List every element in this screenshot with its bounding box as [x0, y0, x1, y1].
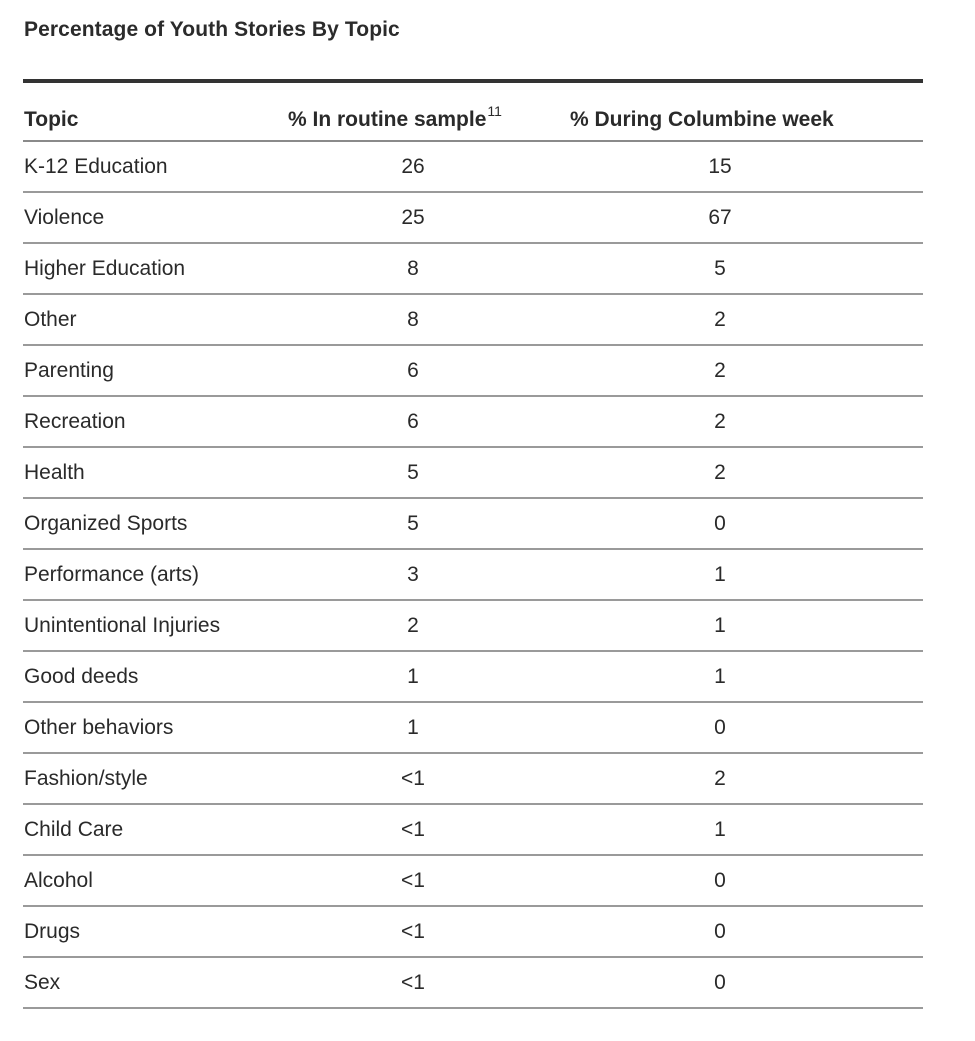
topic-cell: Child Care: [24, 817, 124, 841]
topic-cell: Fashion/style: [24, 766, 148, 790]
topic-cell: Violence: [24, 205, 105, 229]
topic-cell: Higher Education: [24, 256, 186, 280]
routine-cell: <1: [401, 868, 425, 892]
columbine-cell: 2: [714, 766, 726, 790]
routine-cell: 2: [407, 613, 419, 637]
columbine-cell: 2: [714, 409, 726, 433]
table-row: [23, 448, 923, 499]
table-row: [23, 397, 923, 448]
routine-cell: 25: [401, 205, 425, 229]
table-row: [23, 142, 923, 193]
table-row: [23, 244, 923, 295]
routine-cell: 6: [407, 358, 419, 382]
header-columbine: [570, 83, 834, 140]
columbine-cell: 0: [714, 715, 726, 739]
topic-cell: Sex: [24, 970, 61, 994]
topic-cell: Organized Sports: [24, 511, 188, 535]
columbine-cell: 0: [714, 511, 726, 535]
table-row: [23, 499, 923, 550]
columbine-cell: 2: [714, 307, 726, 331]
topic-cell: Drugs: [24, 919, 81, 943]
routine-cell: 3: [407, 562, 419, 586]
routine-cell: <1: [401, 817, 425, 841]
routine-cell: <1: [401, 919, 425, 943]
topic-cell: Performance (arts): [24, 562, 200, 586]
columbine-cell: 2: [714, 460, 726, 484]
header-routine: [288, 83, 502, 140]
columbine-cell: 0: [714, 868, 726, 892]
table-row: [23, 907, 923, 958]
table-row: [23, 703, 923, 754]
columbine-cell: 0: [714, 970, 726, 994]
routine-cell: <1: [401, 766, 425, 790]
columbine-cell: 1: [714, 817, 726, 841]
columbine-cell: 5: [714, 256, 726, 280]
columbine-cell: 67: [708, 205, 732, 229]
topic-cell: Other: [24, 307, 77, 331]
table-row: [23, 958, 923, 1009]
routine-cell: <1: [401, 970, 425, 994]
table-row: [23, 805, 923, 856]
routine-cell: 8: [407, 307, 419, 331]
topic-cell: Health: [24, 460, 85, 484]
routine-cell: 5: [407, 460, 419, 484]
columbine-cell: 15: [708, 154, 732, 178]
routine-cell: 1: [407, 664, 419, 688]
columbine-cell: 1: [714, 664, 726, 688]
header-topic: [24, 83, 78, 140]
table-row: [23, 295, 923, 346]
table-title: Percentage of Youth Stories By Topic: [24, 18, 400, 41]
routine-cell: 5: [407, 511, 419, 535]
columbine-cell: 2: [714, 358, 726, 382]
routine-cell: 6: [407, 409, 419, 433]
columbine-cell: 1: [714, 613, 726, 637]
columbine-cell: 0: [714, 919, 726, 943]
topic-cell: Other behaviors: [24, 715, 174, 739]
header-routine-label: % In routine sample: [288, 107, 487, 131]
table-header-row: [23, 83, 923, 142]
header-topic-label: Topic: [24, 107, 79, 131]
routine-cell: 26: [401, 154, 425, 178]
topic-cell: Good deeds: [24, 664, 139, 688]
table-row: [23, 193, 923, 244]
table-row: [23, 601, 923, 652]
table-row: [23, 754, 923, 805]
topic-cell: Alcohol: [24, 868, 93, 892]
topic-cell: Parenting: [24, 358, 114, 382]
topic-cell: Unintentional Injuries: [24, 613, 221, 637]
topic-cell: Recreation: [24, 409, 126, 433]
routine-cell: 8: [407, 256, 419, 280]
columbine-cell: 1: [714, 562, 726, 586]
header-columbine-label: % During Columbine week: [570, 107, 834, 131]
table-row: [23, 550, 923, 601]
routine-cell: 1: [407, 715, 419, 739]
header-routine-footnote: 11: [487, 102, 502, 119]
topic-cell: K-12 Education: [24, 154, 168, 178]
topic-table: [23, 79, 923, 1009]
table-body: [23, 142, 923, 1009]
table-row: [23, 856, 923, 907]
table-row: [23, 346, 923, 397]
table-row: [23, 652, 923, 703]
